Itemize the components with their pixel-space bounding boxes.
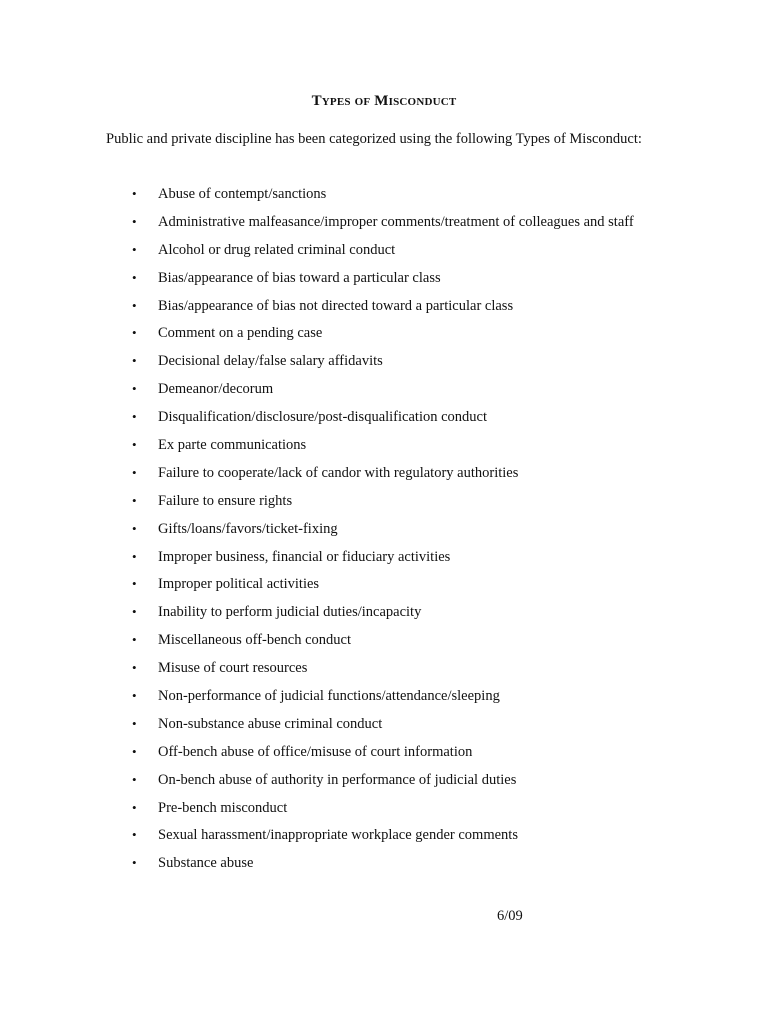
- list-item-text: Misuse of court resources: [158, 660, 308, 677]
- bullet-icon: •: [132, 353, 137, 369]
- bullet-icon: •: [132, 520, 137, 536]
- bullet-icon: •: [132, 437, 137, 453]
- footer-date: 6/09: [497, 908, 523, 924]
- bullet-icon: •: [132, 381, 137, 397]
- list-item-text: Failure to ensure rights: [158, 492, 293, 509]
- bullet-icon: •: [132, 632, 137, 648]
- bullet-icon: •: [132, 186, 137, 201]
- list-item-text: Sexual harassment/inappropriate workplace gender comments: [158, 827, 518, 844]
- bullet-icon: •: [132, 799, 137, 815]
- bullet-icon: •: [132, 688, 137, 704]
- bullet-icon: •: [132, 827, 137, 843]
- list-item-text: Alcohol or drug related criminal conduct: [158, 241, 396, 258]
- bullet-icon: •: [132, 269, 137, 285]
- intro-paragraph: Public and private discipline has been categorized using the following Types of Misconduct:: [106, 131, 642, 147]
- bullet-icon: •: [132, 660, 137, 676]
- bullet-icon: •: [132, 464, 137, 480]
- bullet-icon: •: [132, 855, 137, 871]
- bullet-icon: •: [132, 409, 137, 425]
- list-item-text: Disqualification/disclosure/post-disqualification conduct: [158, 409, 487, 426]
- list-item-text: On-bench abuse of authority in performance of judicial duties: [158, 771, 517, 788]
- list-item-text: Demeanor/decorum: [158, 381, 274, 398]
- list-item-text: Inability to perform judicial duties/incapacity: [158, 604, 422, 621]
- bullet-icon: •: [132, 715, 137, 731]
- list-item-text: Ex parte communications: [158, 437, 307, 454]
- bullet-icon: •: [132, 548, 137, 564]
- list-item-text: Administrative malfeasance/improper comments/treatment of colleagues and staff: [158, 213, 634, 230]
- bullet-icon: •: [132, 771, 137, 787]
- list-item-text: Miscellaneous off-bench conduct: [158, 632, 352, 649]
- bullet-icon: •: [132, 743, 137, 759]
- list-item-text: Non-performance of judicial functions/attendance/sleeping: [158, 688, 500, 705]
- bullet-icon: •: [132, 604, 137, 620]
- list-item-text: Non-substance abuse criminal conduct: [158, 715, 383, 732]
- bullet-icon: •: [132, 241, 137, 257]
- list-item-text: Improper business, financial or fiduciary activities: [158, 548, 451, 565]
- bullet-icon: •: [132, 492, 137, 508]
- list-item-text: Abuse of contempt/sanctions: [158, 186, 327, 202]
- list-item-text: Gifts/loans/favors/ticket-fixing: [158, 520, 338, 537]
- list-item-text: Off-bench abuse of office/misuse of court information: [158, 743, 473, 760]
- bullet-icon: •: [132, 213, 137, 229]
- list-item-text: Failure to cooperate/lack of candor with regulatory authorities: [158, 464, 519, 481]
- page-title: Types of Misconduct: [311, 93, 457, 109]
- bullet-icon: •: [132, 297, 137, 313]
- list-item-text: Bias/appearance of bias not directed toward a particular class: [158, 297, 514, 314]
- bullet-icon: •: [132, 576, 137, 592]
- list-item-text: Improper political activities: [158, 576, 320, 593]
- bullet-icon: •: [132, 325, 137, 341]
- list-item-text: Comment on a pending case: [158, 325, 323, 342]
- list-item-text: Pre-bench misconduct: [158, 799, 288, 816]
- list-item-text: Decisional delay/false salary affidavits: [158, 353, 383, 370]
- list-item-text: Bias/appearance of bias toward a particular class: [158, 269, 441, 286]
- list-item-text: Substance abuse: [158, 855, 254, 872]
